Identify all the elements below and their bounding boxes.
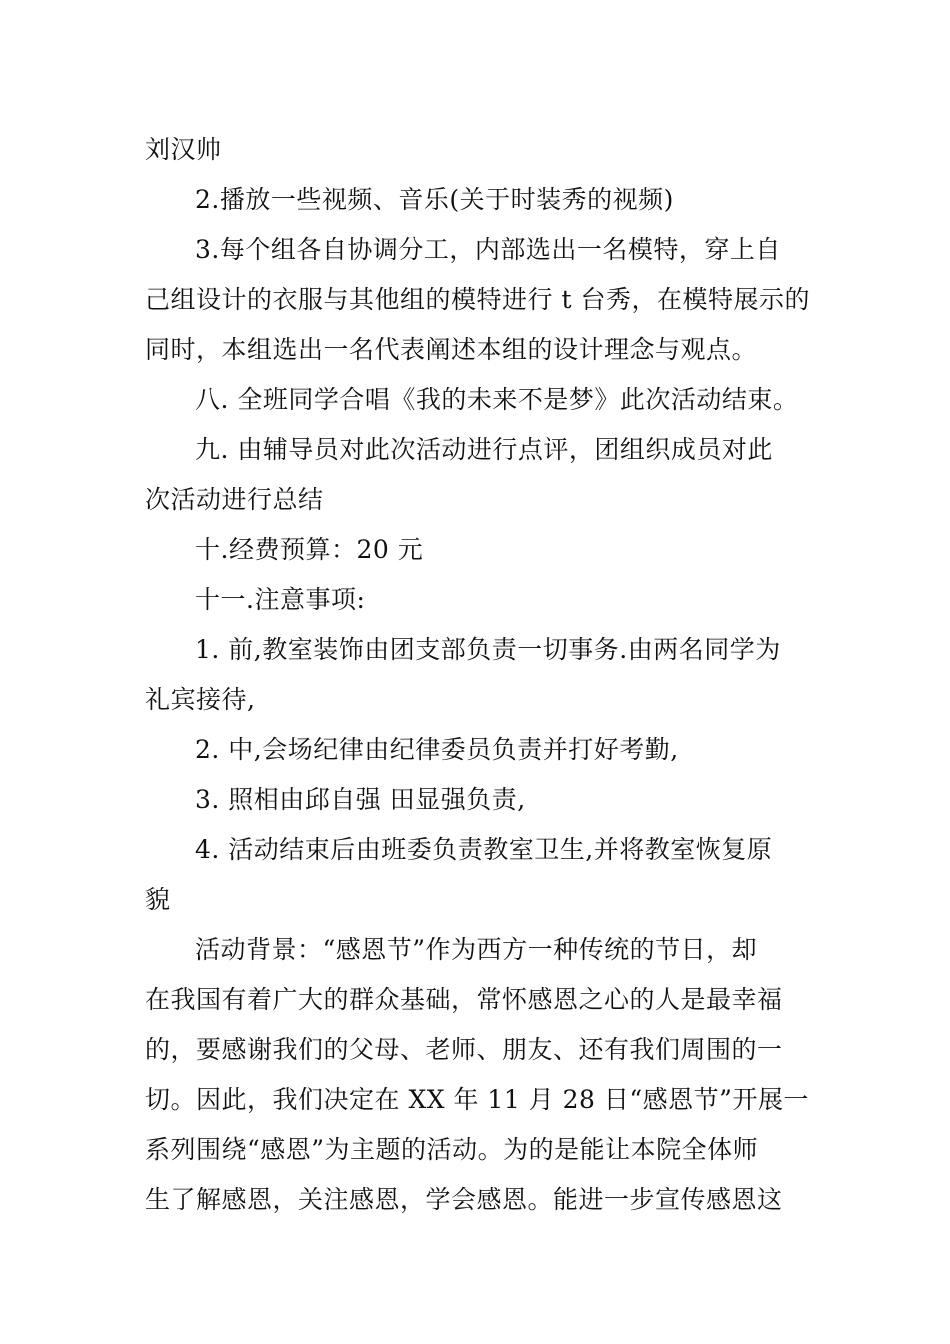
text-line: 切。因此，我们决定在 XX 年 11 月 28 日“感恩节”开展一 xyxy=(145,1085,809,1114)
text-line: 次活动进行总结 xyxy=(145,485,324,514)
text-line: 2.播放一些视频、音乐(关于时装秀的视频) xyxy=(195,185,674,214)
text-line: 生了解感恩，关注感恩，学会感恩。能进一步宣传感恩这 xyxy=(145,1185,783,1214)
text-line: 3.每个组各自协调分工，内部选出一名模特，穿上自 xyxy=(195,235,781,264)
text-line: 貌 xyxy=(145,885,171,914)
text-line: 八. 全班同学合唱《我的未来不是梦》此次活动结束。 xyxy=(195,385,799,414)
text-line: 同时，本组选出一名代表阐述本组的设计理念与观点。 xyxy=(145,335,758,364)
text-line: 在我国有着广大的群众基础，常怀感恩之心的人是最幸福 xyxy=(145,985,783,1014)
text-line: 系列围绕“感恩”为主题的活动。为的是能让本院全体师 xyxy=(145,1135,759,1164)
text-line: 九. 由辅导员对此次活动进行点评，团组织成员对此 xyxy=(195,435,773,464)
text-line: 活动背景：“感恩节”作为西方一种传统的节日，却 xyxy=(195,935,758,964)
text-line: 1. 前,教室装饰由团支部负责一切事务.由两名同学为 xyxy=(195,635,781,664)
text-line: 4. 活动结束后由班委负责教室卫生,并将教室恢复原 xyxy=(195,835,773,864)
text-line: 3. 照相由邱自强 田显强负责, xyxy=(195,785,526,814)
text-line: 2. 中,会场纪律由纪律委员负责并打好考勤, xyxy=(195,735,679,764)
text-line: 刘汉帅 xyxy=(145,135,222,164)
text-line: 十.经费预算：20 元 xyxy=(195,535,424,564)
text-line: 的，要感谢我们的父母、老师、朋友、还有我们周围的一 xyxy=(145,1035,783,1064)
text-line: 十一.注意事项: xyxy=(195,585,366,614)
text-line: 礼宾接待, xyxy=(145,685,256,714)
text-line: 己组设计的衣服与其他组的模特进行 t 台秀，在模特展示的 xyxy=(145,285,810,314)
